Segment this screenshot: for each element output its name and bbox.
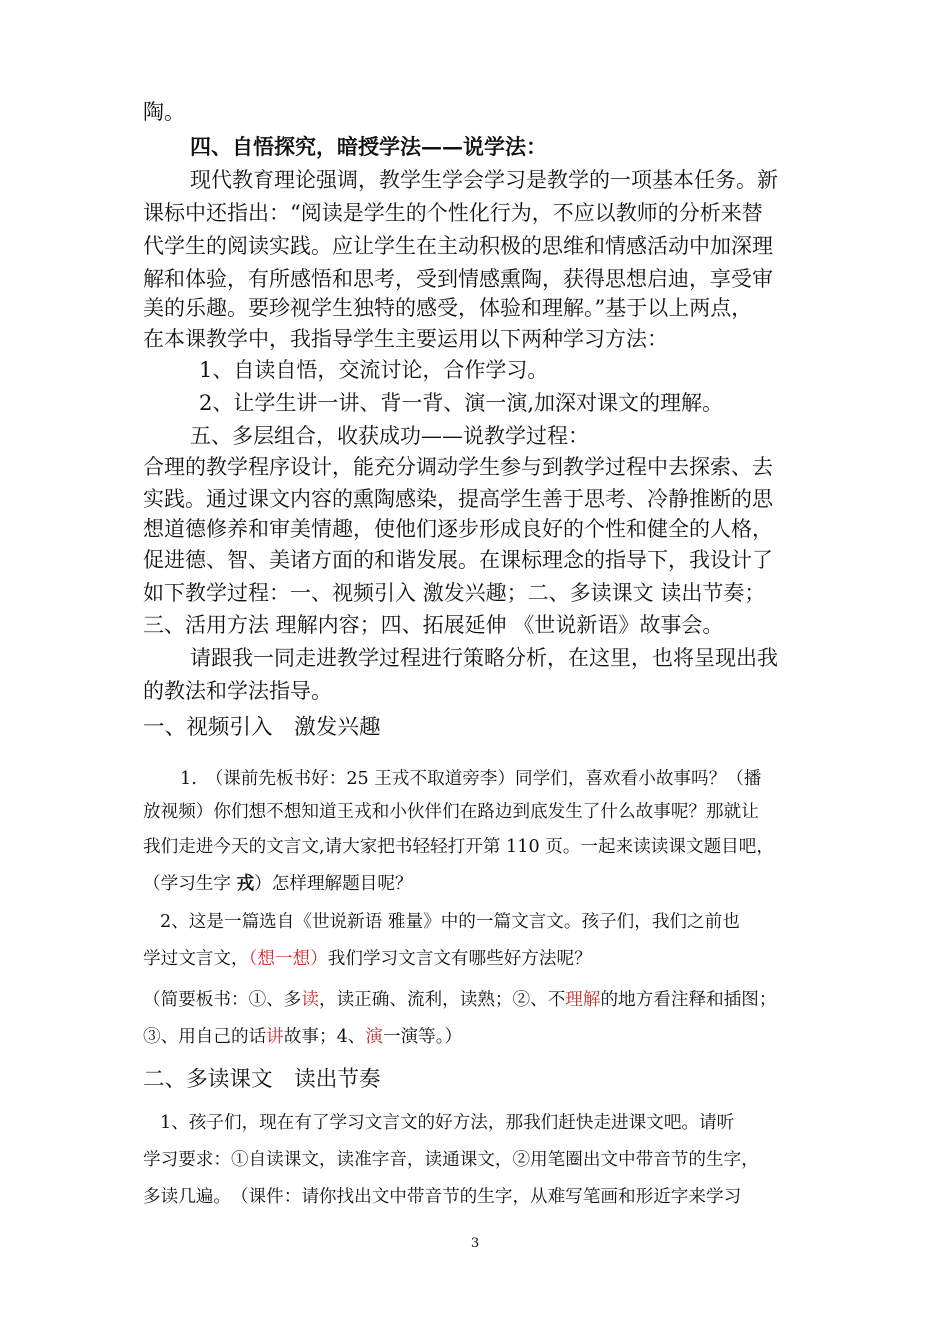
text-line: 代学生的阅读实践。应让学生在主动积极的思维和情感活动中加深理 <box>143 234 773 258</box>
text-run: 一演等。） <box>382 1027 463 1047</box>
text-line: 三、活用方法 理解内容；四、拓展延伸 《世说新语》故事会。 <box>143 613 724 637</box>
text-line <box>143 1022 462 1052</box>
section-heading: 一、视频引入 激发兴趣 <box>143 715 381 740</box>
text-line: 实践。通过课文内容的熏陶感染，提高学生善于思考、冷静推断的思 <box>143 487 773 511</box>
text-run: 我们学习文言文有哪些好方法呢？ <box>327 949 592 969</box>
list-item: 1、自读自悟，交流讨论，合作学习。 <box>199 358 549 382</box>
highlighted-text: 演 <box>365 1027 383 1047</box>
page-number: 3 <box>470 1236 480 1251</box>
text-line <box>143 944 592 974</box>
text-line: 学习要求：①自读课文，读准字音，读通课文，②用笔圈出文中带音节的生字， <box>143 1150 759 1170</box>
text-line: 陶。 <box>143 100 185 124</box>
text-run: ③、用自己的话 <box>143 1027 267 1047</box>
text-line <box>143 869 413 899</box>
text-line <box>143 985 776 1015</box>
highlighted-text: 理解 <box>565 990 601 1010</box>
text-line: 促进德、智、美诸方面的和谐发展。在课标理念的指导下，我设计了 <box>143 548 773 572</box>
text-line: 1、孩子们，现在有了学习文言文的好方法，那我们赶快走进课文吧。请听 <box>160 1113 735 1133</box>
text-line: 现代教育理论强调，教学生学会学习是教学的一项基本任务。新 <box>190 168 778 192</box>
text-line: 如下教学过程：一、视频引入 激发兴趣；二、多读课文 读出节奏； <box>143 581 766 605</box>
highlighted-text: （想一想） <box>248 949 328 969</box>
bold-character: 戎 <box>236 873 255 894</box>
text-run: ，读正确、流利，读熟；②、不 <box>318 990 566 1010</box>
text-run: （简要板书：①、多 <box>143 990 302 1010</box>
text-line: 在本课教学中，我指导学生主要运用以下两种学习方法： <box>143 327 668 351</box>
text-line: 我们走进今天的文言文,请大家把书轻轻打开第 110 页。一起来读读课文题目吧， <box>143 837 774 857</box>
text-run: （学习生字 <box>143 874 237 894</box>
text-line: 多读几遍。 （课件：请你找出文中带音节的生字，从难写笔画和形近字来学习 <box>143 1187 742 1207</box>
text-line: 解和体验，有所感悟和思考，受到情感熏陶，获得思想启迪，享受审 <box>143 267 773 291</box>
text-line: 课标中还指出：“阅读是学生的个性化行为，不应以教师的分析来替 <box>143 201 763 225</box>
text-line: 想道德修养和审美情趣，使他们逐步形成良好的个性和健全的人格， <box>143 517 773 541</box>
text-line: 1. （课前先板书好：25 王戎不取道旁李）同学们，喜欢看小故事吗？（播 <box>180 769 762 789</box>
section-heading: 五、多层组合，收获成功——说教学过程： <box>190 424 589 448</box>
text-run: 的地方看注释和插图； <box>600 990 777 1010</box>
text-line: 2、这是一篇选自《世说新语 雅量》中的一篇文言文。孩子们，我们之前也 <box>160 912 740 932</box>
text-line: 的教法和学法指导。 <box>143 679 332 703</box>
section-heading: 二、多读课文 读出节奏 <box>143 1067 381 1092</box>
list-item: 2、让学生讲一讲、背一背、演一演,加深对课文的理解。 <box>199 391 724 415</box>
text-run: 学过文言文， <box>143 949 249 969</box>
text-line: 美的乐趣。要珍视学生独特的感受，体验和理解。”基于以上两点， <box>143 296 753 320</box>
text-line: 请跟我一同走进教学过程进行策略分析，在这里，也将呈现出我 <box>190 646 778 670</box>
text-line: 放视频）你们想不想知道王戎和小伙伴们在路边到底发生了什么故事呢？那就让 <box>143 802 759 822</box>
highlighted-text: 读 <box>301 990 319 1010</box>
text-run: ）怎样理解题目呢？ <box>254 874 413 894</box>
section-heading: 四、自悟探究，暗授学法——说学法： <box>190 134 547 159</box>
text-line: 合理的教学程序设计，能充分调动学生参与到教学过程中去探索、去 <box>143 455 773 479</box>
highlighted-text: 讲 <box>266 1027 284 1047</box>
text-run: 故事；4、 <box>283 1027 366 1047</box>
